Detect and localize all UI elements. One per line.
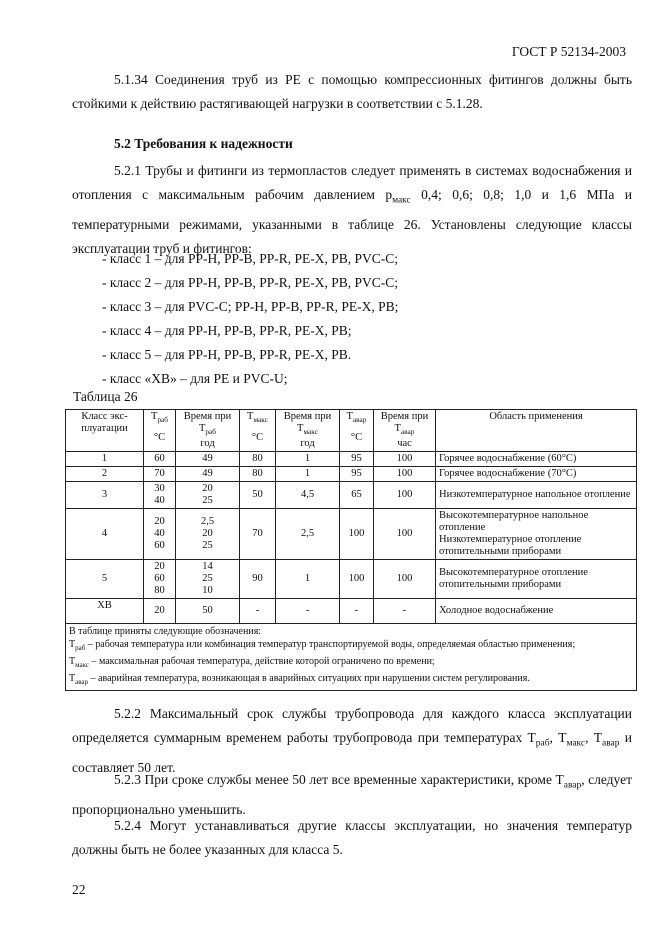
cell-t-avar: -	[340, 599, 374, 624]
header-t-avar: $Т_{авар}$ °С	[340, 410, 374, 452]
cell-time-avar: 100	[374, 467, 436, 482]
cell-t-avar: 95	[340, 452, 374, 467]
header-time-avar: Время при $Т_{авар}$ час	[374, 410, 436, 452]
cell-time-work: 50	[176, 599, 240, 624]
cell-time-avar: 100	[374, 452, 436, 467]
section-title: 5.2 Требования к надежности	[114, 136, 293, 151]
cell-t-work: 20 40 60	[144, 509, 176, 560]
cell-area: Высокотемпературное напольное отопление Низкотемпературное отопление отопительными приборами	[436, 509, 637, 560]
cell-t-avar: 95	[340, 467, 374, 482]
cell-t-work: 70	[144, 467, 176, 482]
cell-time-work: 2,5 20 25	[176, 509, 240, 560]
cell-class: 5	[66, 560, 144, 599]
header-t-work: $Т_{раб}$ °С	[144, 410, 176, 452]
cell-t-work: 20	[144, 599, 176, 624]
cell-time-work: 14 25 10	[176, 560, 240, 599]
cell-time-max: 1	[276, 560, 340, 599]
cell-t-max: -	[240, 599, 276, 624]
table-row	[66, 560, 637, 599]
cell-area: Горячее водоснабжение (70°С)	[436, 467, 637, 482]
cell-time-max: 1	[276, 452, 340, 467]
cell-t-max: 80	[240, 467, 276, 482]
table-row	[66, 467, 637, 482]
cell-class: 3	[66, 482, 144, 509]
table-26	[65, 409, 637, 691]
cell-t-max: 50	[240, 482, 276, 509]
table-notes: В таблице приняты следующие обозначения: $Т_{раб}$ – рабочая температура или комбинация температур транспортируемой воды, определяемая областью применения; $Т_{макс}$ – максимальная рабочая температура, действие которой ограничено по времени; $Т_{авар}$ – аварийная температура, возникающая в аварийных ситуациях при нарушении систем регулирования.	[66, 624, 637, 691]
class-list-item: - класс «ХВ» – для РЕ и PVC-U;	[102, 371, 288, 386]
cell-area: Высокотемпературное отопление отопительными приборами	[436, 560, 637, 599]
table-row	[66, 482, 637, 509]
table-header-row	[66, 410, 637, 452]
cell-t-max: 90	[240, 560, 276, 599]
header-area: Область применения	[436, 410, 637, 452]
cell-class: ХВ	[66, 599, 144, 624]
cell-class: 2	[66, 467, 144, 482]
cell-time-avar: 100	[374, 560, 436, 599]
cell-time-work: 49	[176, 452, 240, 467]
class-list-item: - класс 5 – для PP-H, PP-B, PP-R, PE-X, PB.	[102, 347, 352, 362]
class-list-item: - класс 2 – для PP-H, PP-B, PP-R, PE-X, PB, PVC-C;	[102, 275, 399, 290]
cell-class: 4	[66, 509, 144, 560]
cell-t-max: 80	[240, 452, 276, 467]
class-list-item: - класс 4 – для PP-H, PP-B, PP-R, PE-X, PB;	[102, 323, 352, 338]
cell-time-max: 4,5	[276, 482, 340, 509]
cell-area: Холодное водоснабжение	[436, 599, 637, 624]
table-row	[66, 599, 637, 624]
cell-area: Горячее водоснабжение (60°С)	[436, 452, 637, 467]
cell-t-avar: 100	[340, 509, 374, 560]
cell-time-work: 49	[176, 467, 240, 482]
class-list-item: - класс 1 – для PP-H, PP-B, PP-R, PE-X, PB, PVC-C;	[102, 251, 399, 266]
cell-t-work: 30 40	[144, 482, 176, 509]
header-t-max: $Т_{макс}$ °С	[240, 410, 276, 452]
cell-time-avar: 100	[374, 509, 436, 560]
paragraph-5-2-2: 5.2.2 Максимальный срок службы трубопровода для каждого класса эксплуатации определяется суммарным временем работы трубопровода при температурах $Т_{раб}$, $Т_{макс}$, $Т_{авар}$ и составляет 50 лет.	[72, 706, 633, 775]
table-caption: Таблица 26	[73, 389, 138, 404]
cell-time-work: 20 25	[176, 482, 240, 509]
table-row	[66, 452, 637, 467]
page-number: 22	[72, 882, 86, 897]
cell-time-avar: 100	[374, 482, 436, 509]
cell-t-work: 20 60 80	[144, 560, 176, 599]
table-notes-row	[66, 624, 637, 691]
class-list-item: - класс 3 – для PVC-C; PP-H, PP-B, PP-R, PE-X, PB;	[102, 299, 399, 314]
cell-time-avar: -	[374, 599, 436, 624]
paragraph-5-2-4: 5.2.4 Могут устанавливаться другие классы эксплуатации, но значения температур должны быть не более указанных для класса 5.	[72, 818, 632, 857]
cell-time-max: -	[276, 599, 340, 624]
cell-t-work: 60	[144, 452, 176, 467]
cell-time-max: 2,5	[276, 509, 340, 560]
paragraph-5-2-3: 5.2.3 При сроке службы менее 50 лет все временные характеристики, кроме $Т_{авар}$, следует пропорционально уменьшить.	[72, 772, 633, 817]
header-class: Класс экс- плуатации	[66, 410, 144, 452]
header-time-max: Время при $Т_{макс}$ год	[276, 410, 340, 452]
cell-time-max: 1	[276, 467, 340, 482]
paragraph-5-1-34: 5.1.34 Соединения труб из РЕ с помощью компрессионных фитингов должны быть стойкими к действию растягивающей нагрузки в соответствии с 5.1.28.	[72, 72, 632, 111]
document-header: ГОСТ Р 52134-2003	[511, 44, 626, 59]
table-row	[66, 509, 637, 560]
cell-t-max: 70	[240, 509, 276, 560]
cell-t-avar: 100	[340, 560, 374, 599]
paragraph-5-2-1: 5.2.1 Трубы и фитинги из термопластов следует применять в системах водоснабжения и отопления с максимальным рабочим давлением $р_{макс}$ 0,4; 0,6; 0,8; 1,0 и 1,6 МПа и температурными режимами, указанными в таблице 26. Установлены следующие классы эксплуатации труб и фитингов:	[72, 163, 632, 256]
header-time-work: Время при $Т_{раб}$ год	[176, 410, 240, 452]
cell-t-avar: 65	[340, 482, 374, 509]
cell-area: Низкотемпературное напольное отопление	[436, 482, 637, 509]
cell-class: 1	[66, 452, 144, 467]
